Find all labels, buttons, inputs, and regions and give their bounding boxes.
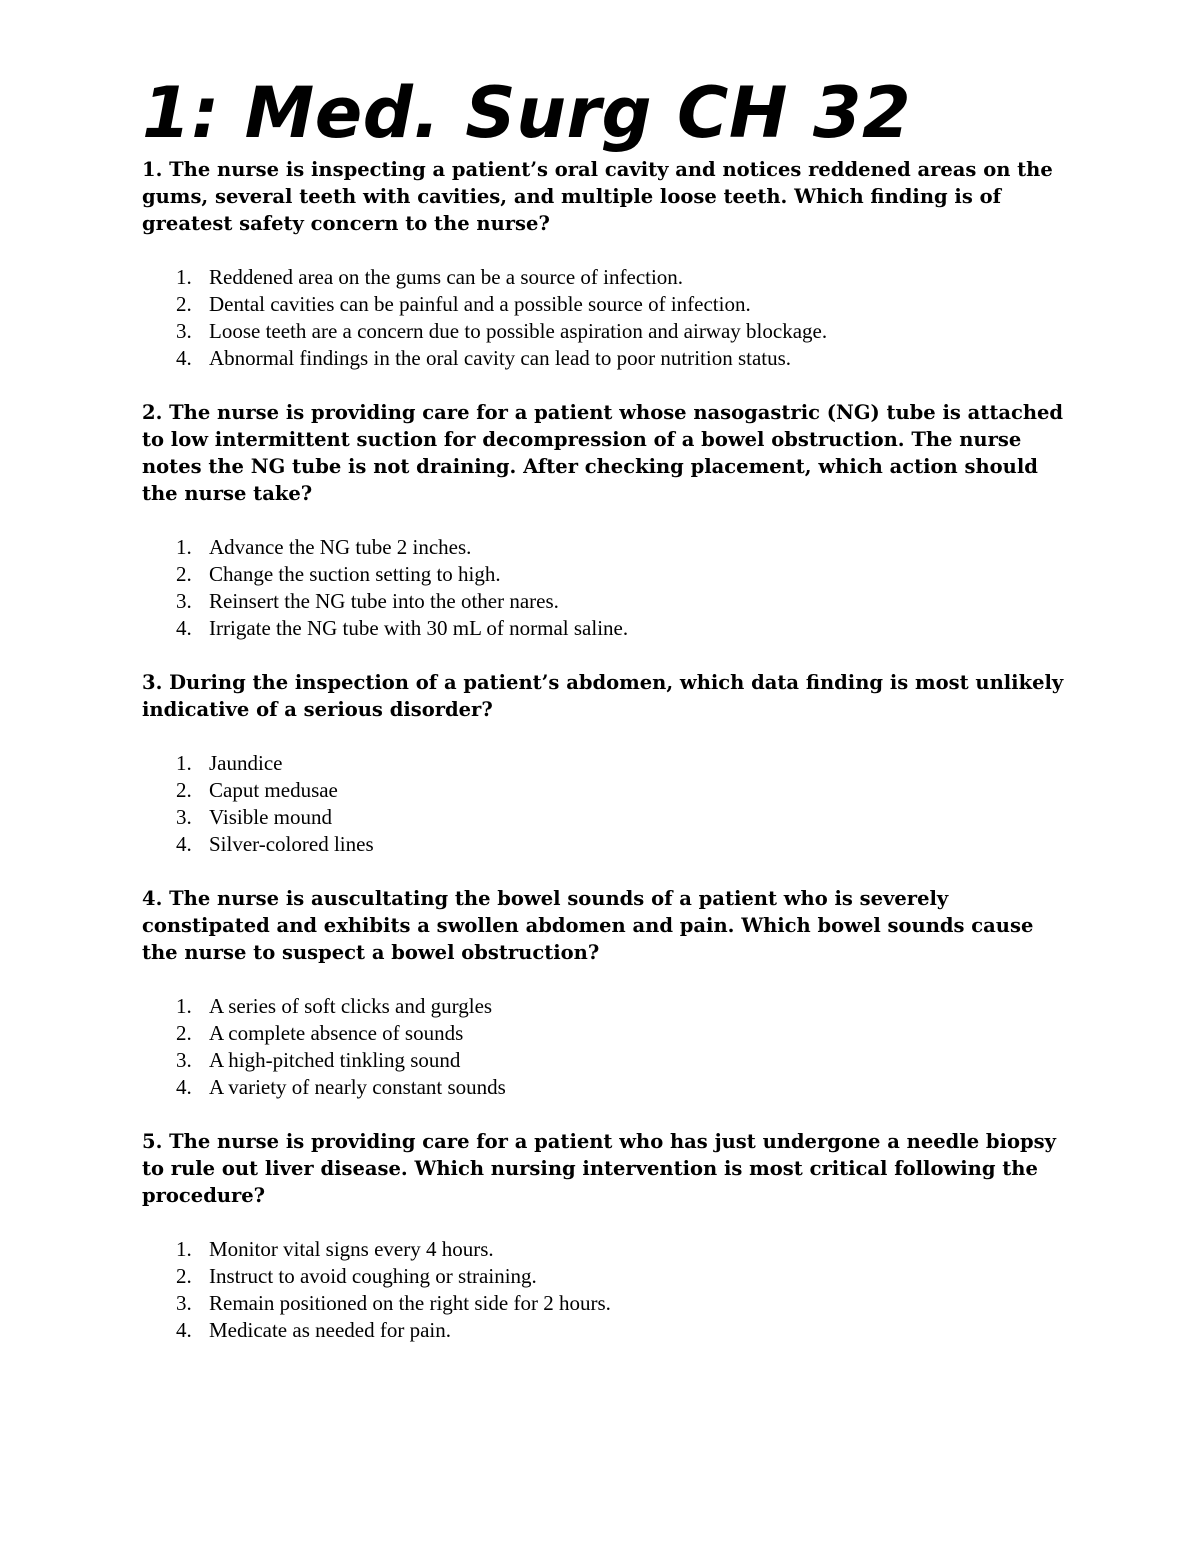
answer-option: [142, 1020, 1072, 1047]
answer-number: 2.: [176, 1264, 192, 1288]
answer-option: [142, 534, 1072, 561]
question-stem: 3. During the inspection of a patient’s abdomen, which data finding is most unlikely indicative of a serious disorder?: [142, 671, 1064, 721]
answer-text: Medicate as needed for pain.: [209, 1318, 451, 1342]
answer-number: 2.: [176, 1021, 192, 1045]
document-content: [142, 72, 1072, 1371]
answer-number: 4.: [176, 346, 192, 370]
answer-option: [142, 1074, 1072, 1101]
answer-number: 2.: [176, 778, 192, 802]
answer-option: [142, 831, 1072, 858]
answer-text: Reddened area on the gums can be a source of infection.: [209, 265, 684, 289]
answer-number: 1.: [176, 535, 192, 559]
answer-option: [142, 1290, 1072, 1317]
answer-number: 3.: [176, 589, 192, 613]
answer-option: [142, 588, 1072, 615]
answer-option: [142, 804, 1072, 831]
answer-number: 3.: [176, 805, 192, 829]
answer-number: 4.: [176, 832, 192, 856]
question-stem: 5. The nurse is providing care for a patient who has just undergone a needle biopsy to rule out liver disease. Which nursing intervention is most critical following the procedure?: [142, 1130, 1056, 1207]
answer-number: 1.: [176, 994, 192, 1018]
answer-number: 2.: [176, 292, 192, 316]
answer-option: [142, 777, 1072, 804]
answer-number: 3.: [176, 1048, 192, 1072]
answer-text: Instruct to avoid coughing or straining.: [209, 1264, 537, 1288]
answer-option: [142, 264, 1072, 291]
answer-text: Change the suction setting to high.: [209, 562, 501, 586]
answer-text: Jaundice: [209, 751, 283, 775]
answer-number: 1.: [176, 751, 192, 775]
answer-text: Silver-colored lines: [209, 832, 374, 856]
answer-list: [142, 264, 1072, 372]
question-stem: 4. The nurse is auscultating the bowel sounds of a patient who is severely constipated and exhibits a swollen abdomen and pain. Which bowel sounds cause the nurse to suspect a bowel obstruction?: [142, 887, 1034, 964]
answer-text: Advance the NG tube 2 inches.: [209, 535, 472, 559]
answer-text: Reinsert the NG tube into the other nares.: [209, 589, 559, 613]
answer-option: [142, 993, 1072, 1020]
answer-option: [142, 615, 1072, 642]
answer-number: 4.: [176, 1318, 192, 1342]
answer-option: [142, 1236, 1072, 1263]
answer-number: 4.: [176, 616, 192, 640]
answer-option: [142, 318, 1072, 345]
answer-text: Loose teeth are a concern due to possible aspiration and airway blockage.: [209, 319, 828, 343]
question-block-1: [142, 156, 1072, 372]
answer-text: A high-pitched tinkling sound: [209, 1048, 461, 1072]
question-block-5: [142, 1128, 1072, 1344]
answer-text: A series of soft clicks and gurgles: [209, 994, 493, 1018]
answer-option: [142, 561, 1072, 588]
answer-number: 2.: [176, 562, 192, 586]
answer-text: Remain positioned on the right side for 2 hours.: [209, 1291, 611, 1315]
question-block-4: [142, 885, 1072, 1101]
answer-text: A variety of nearly constant sounds: [209, 1075, 506, 1099]
answer-text: Caput medusae: [209, 778, 338, 802]
question-stem: 2. The nurse is providing care for a patient whose nasogastric (NG) tube is attached to low intermittent suction for decompression of a bowel obstruction. The nurse notes the NG tube is not draining. After checking placement, which action should the nurse take?: [142, 401, 1064, 505]
answer-number: 1.: [176, 265, 192, 289]
question-block-2: [142, 399, 1072, 642]
answer-number: 3.: [176, 1291, 192, 1315]
answer-list: [142, 534, 1072, 642]
answer-option: [142, 1047, 1072, 1074]
answer-text: Monitor vital signs every 4 hours.: [209, 1237, 494, 1261]
question-block-3: [142, 669, 1072, 858]
answer-text: Dental cavities can be painful and a possible source of infection.: [209, 292, 751, 316]
answer-number: 4.: [176, 1075, 192, 1099]
answer-text: Irrigate the NG tube with 30 mL of normal saline.: [209, 616, 629, 640]
answer-option: [142, 1263, 1072, 1290]
document-title: 1: Med. Surg CH 32: [142, 72, 912, 154]
answer-number: 1.: [176, 1237, 192, 1261]
question-stem: 1. The nurse is inspecting a patient’s oral cavity and notices reddened areas on the gums, several teeth with cavities, and multiple loose teeth. Which finding is of greatest safety concern to the nurse?: [142, 158, 1053, 235]
answer-option: [142, 750, 1072, 777]
answer-text: A complete absence of sounds: [209, 1021, 464, 1045]
answer-option: [142, 291, 1072, 318]
answer-text: Visible mound: [209, 805, 332, 829]
answer-number: 3.: [176, 319, 192, 343]
answer-text: Abnormal findings in the oral cavity can lead to poor nutrition status.: [209, 346, 792, 370]
answer-option: [142, 345, 1072, 372]
answer-list: [142, 993, 1072, 1101]
answer-list: [142, 750, 1072, 858]
answer-list: [142, 1236, 1072, 1344]
answer-option: [142, 1317, 1072, 1344]
